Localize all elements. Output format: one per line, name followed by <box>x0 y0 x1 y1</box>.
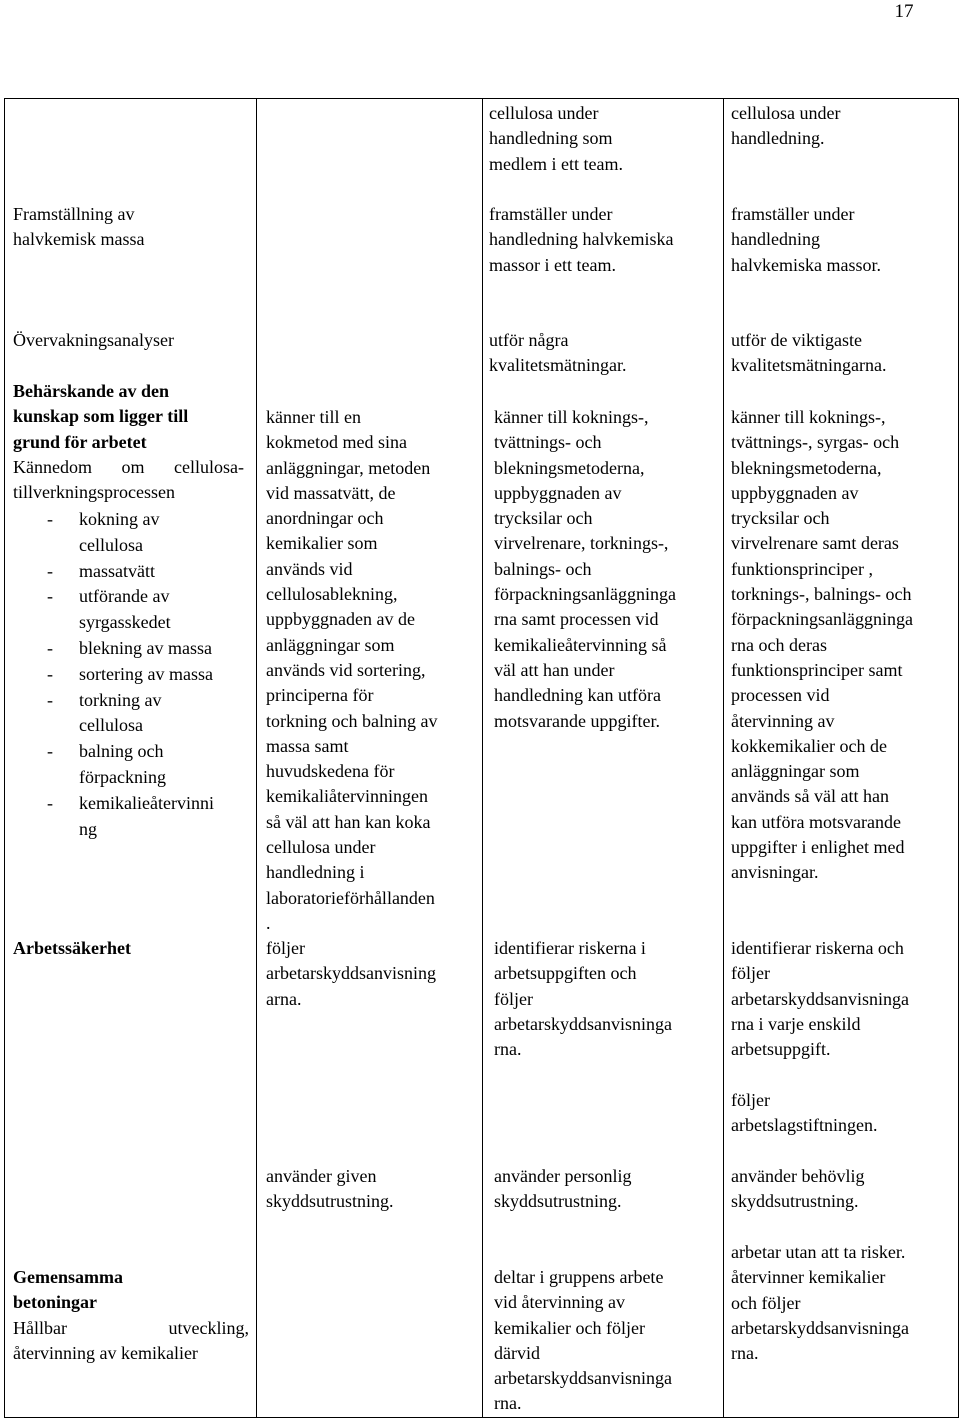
list-item: - torkning av cellulosa <box>47 689 162 736</box>
list-item: - sortering av massa <box>47 663 213 684</box>
gemensamma-col3: deltar i gruppens arbete vid återvinning av kemikalier och följer därvid arbetarskyddsanvisninga rna. <box>494 1267 672 1414</box>
sakerhet-col3: identifierar riskerna i arbetsuppgiften och följer arbetarskyddsanvisninga rna. <box>494 938 672 1060</box>
overvakning-col3: utför några kvalitetsmätningar. <box>489 330 627 376</box>
section-heading-arbetssakerhet: Arbetssäkerhet <box>13 938 131 958</box>
process-list <box>13 507 253 842</box>
row-label-halvkemisk: Framställning av halvkemisk massa <box>13 204 145 250</box>
halvkemisk-col3: framställer under handledning halvkemiska massor i ett team. <box>489 204 674 275</box>
list-item: - kokning av cellulosa <box>47 509 160 555</box>
sakerhet-col4-lagstiftning: följer arbetslagstiftningen. <box>731 1090 878 1136</box>
gemensamma-sub-line1 <box>13 1316 249 1341</box>
list-item: - blekning av massa <box>47 637 212 658</box>
cont-col3: cellulosa under handledning som medlem i ett team. <box>489 103 623 174</box>
criteria-table <box>4 98 959 1418</box>
list-item: - massatvätt <box>47 560 155 581</box>
utrustning-col4: använder behövlig skyddsutrustning. <box>731 1166 865 1212</box>
gemensamma-sub-word: utveckling, <box>168 1318 249 1338</box>
kunskap-col3: känner till koknings-, tvättnings- och blekningsmetoderna, uppbyggnaden av trycksilar och virvelrenare, torknings-, balnings- och förpackningsanläggninga rna samt processen vid kemikalieåtervinning så väl att han under handledning kan utföra motsvarande uppgifter. <box>494 407 676 731</box>
section-heading-gemensamma: Gemensamma betoningar <box>13 1267 123 1313</box>
utrustning-col3: använder personlig skyddsutrustning. <box>494 1166 632 1212</box>
kunskap-col2: känner till en kokmetod med sina anläggningar, metoden vid massatvätt, de anordningar och kemikalier som används vid cellulosablekning, uppbyggnaden av de anläggningar som används vid sortering, principerna för torkning och balning av massa samt huvudskedena för kemikaliåtervinningen så väl att han kan koka cellulosa under handledning i laboratorieförhållanden . <box>266 407 438 933</box>
page-number: 17 <box>894 1 914 22</box>
gemensamma-sub-word: Hållbar <box>13 1318 67 1338</box>
column-divider <box>723 99 724 1417</box>
halvkemisk-col4: framställer under handledning halvkemiska massor. <box>731 204 881 275</box>
kunskap-col4: känner till koknings-, tvättnings-, syrgas- och blekningsmetoderna, uppbyggnaden av trycksilar och virvelrenare samt deras funktionsprinciper , torknings-, balnings- och förpackningsanläggninga rna och deras funktionsprinciper samt processen vid återvinning av kokkemikalier och de anläggningar som används så väl att han kan utföra motsvarande uppgifter i enlighet med anvisningar. <box>731 407 913 883</box>
overvakning-col4: utför de viktigaste kvalitetsmätningarna. <box>731 330 887 376</box>
kunskap-intro-line2: tillverkningsprocessen <box>13 482 175 502</box>
kunskap-intro-line1: Kännedom om cellulosa- <box>13 457 244 477</box>
column-divider <box>482 99 483 1417</box>
sakerhet-col4: identifierar riskerna och följer arbetarskyddsanvisninga rna i varje enskild arbetsuppgift. <box>731 938 909 1060</box>
section-heading-kunskap: Behärskande av den kunskap som ligger till grund för arbetet <box>13 381 189 452</box>
gemensamma-sub-line2: återvinning av kemikalier <box>13 1343 198 1363</box>
list-item: - utförande av syrgasskedet <box>47 586 171 633</box>
list-item: - kemikalieåtervinni ng <box>47 792 214 839</box>
row-label-overvakning: Övervakningsanalyser <box>13 330 174 350</box>
cont-col4: cellulosa under handledning. <box>731 103 841 149</box>
gemensamma-col4: arbetar utan att ta risker. återvinner kemikalier och följer arbetarskyddsanvisninga rna. <box>731 1242 909 1364</box>
utrustning-col2: använder given skyddsutrustning. <box>266 1166 394 1212</box>
sakerhet-col2: följer arbetarskyddsanvisning arna. <box>266 938 436 1009</box>
column-divider <box>256 99 257 1417</box>
list-item: - balning och förpackning <box>47 741 166 787</box>
